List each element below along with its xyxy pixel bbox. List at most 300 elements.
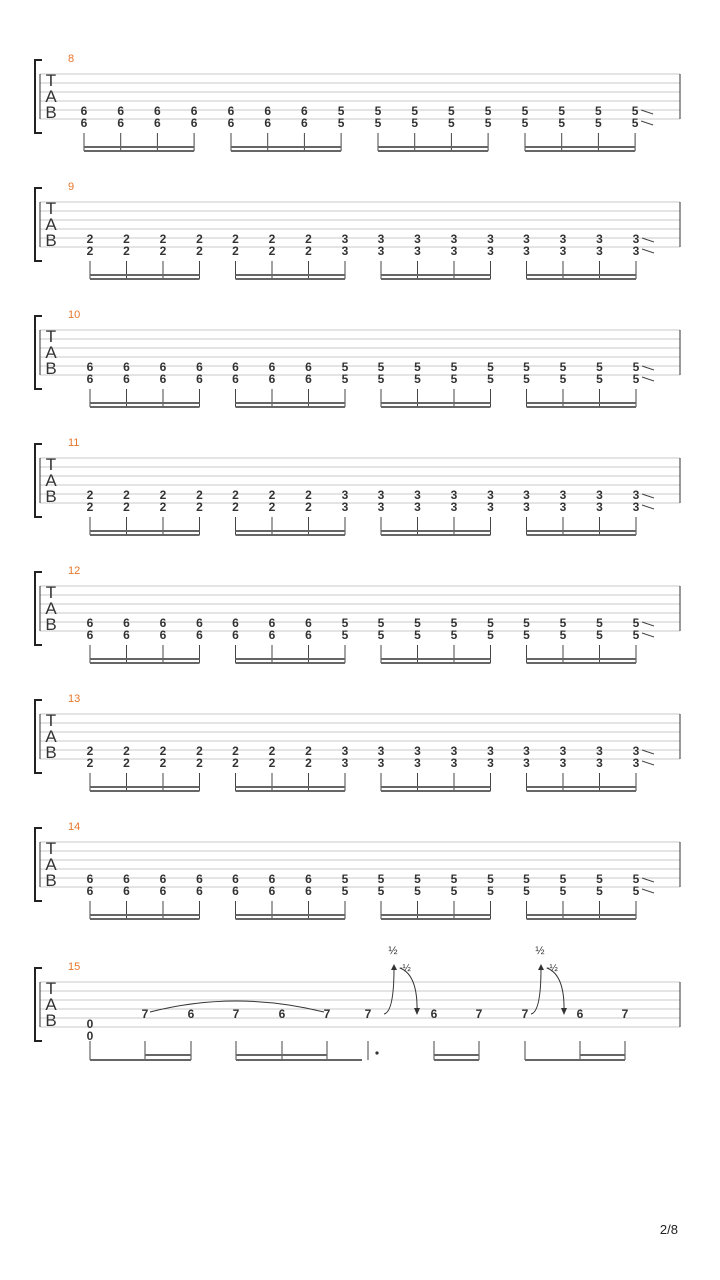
measure-number: 8 bbox=[68, 53, 75, 65]
fret-number: 6 bbox=[268, 372, 276, 386]
slide-mark bbox=[641, 110, 653, 114]
beam bbox=[90, 1059, 191, 1061]
beam bbox=[434, 1054, 479, 1056]
fret-number: 5 bbox=[448, 116, 455, 130]
fret-number: 3 bbox=[414, 744, 421, 758]
fret-number: 2 bbox=[196, 232, 203, 246]
fret-number: 2 bbox=[159, 232, 167, 246]
fret-number: 2 bbox=[86, 744, 94, 758]
fret-number: 6 bbox=[227, 104, 235, 118]
fret-number: 2 bbox=[268, 744, 276, 758]
page-number: 2/8 bbox=[659, 1222, 678, 1237]
beam bbox=[527, 534, 637, 536]
beam bbox=[381, 790, 491, 792]
fret-number: 6 bbox=[86, 884, 94, 898]
tab-clef-letter: B bbox=[45, 615, 57, 634]
fret-number: 5 bbox=[411, 104, 419, 118]
tab-clef-letter: B bbox=[45, 487, 57, 506]
bend-amount: ½ bbox=[388, 945, 398, 957]
fret-number: 3 bbox=[487, 500, 494, 514]
bend-release-curve bbox=[547, 968, 564, 1012]
fret-number: 6 bbox=[159, 372, 167, 386]
beam bbox=[580, 1054, 625, 1056]
fret-number: 5 bbox=[377, 372, 385, 386]
fret-number: 6 bbox=[159, 616, 167, 630]
fret-number: 6 bbox=[264, 116, 272, 130]
fret-number: 5 bbox=[450, 616, 458, 630]
fret-number: 6 bbox=[268, 884, 276, 898]
fret-number: 3 bbox=[596, 244, 603, 258]
fret-number: 6 bbox=[80, 104, 88, 118]
fret-number: 2 bbox=[305, 244, 312, 258]
fret-number: 3 bbox=[487, 244, 494, 258]
fret-number: 6 bbox=[86, 872, 94, 886]
beam bbox=[381, 658, 491, 660]
beam bbox=[90, 658, 200, 660]
fret-number: 5 bbox=[341, 360, 349, 374]
fret-number: 2 bbox=[196, 244, 203, 258]
fret-number: 6 bbox=[264, 104, 272, 118]
fret-number: 3 bbox=[341, 500, 349, 514]
slide-mark bbox=[642, 366, 654, 370]
beam bbox=[527, 402, 637, 404]
beam bbox=[381, 402, 491, 404]
tab-clef-letter: A bbox=[45, 855, 57, 874]
beam bbox=[236, 1054, 327, 1056]
measure-number: 15 bbox=[68, 961, 81, 973]
bend-arrow-up bbox=[391, 964, 397, 970]
fret-number: 2 bbox=[159, 488, 167, 502]
beam bbox=[90, 278, 200, 280]
fret-number: 5 bbox=[377, 872, 385, 886]
slide-mark bbox=[642, 761, 654, 765]
fret-number: 2 bbox=[86, 756, 94, 770]
fret-number: 6 bbox=[190, 104, 198, 118]
fret-number: 5 bbox=[559, 372, 567, 386]
fret-number: 6 bbox=[196, 628, 203, 642]
tab-clef-letter: B bbox=[45, 103, 57, 122]
fret-number: 6 bbox=[159, 360, 167, 374]
fret-number: 3 bbox=[559, 756, 567, 770]
fret-number: 5 bbox=[596, 884, 603, 898]
fret-number: 3 bbox=[559, 500, 567, 514]
fret-number: 3 bbox=[596, 744, 603, 758]
fret-number: 5 bbox=[632, 884, 640, 898]
fret-number: 5 bbox=[341, 372, 349, 386]
beam bbox=[525, 150, 635, 152]
fret-number: 6 bbox=[159, 872, 167, 886]
fret-number: 2 bbox=[232, 244, 239, 258]
system-bracket bbox=[35, 572, 42, 645]
fret-number: 5 bbox=[487, 872, 494, 886]
fret-number: 5 bbox=[450, 884, 458, 898]
fret-number: 5 bbox=[521, 104, 529, 118]
fret-number: 5 bbox=[596, 628, 603, 642]
beam bbox=[527, 530, 637, 532]
tab-clef-letter: A bbox=[45, 343, 57, 362]
measure-number: 11 bbox=[68, 437, 80, 449]
beam bbox=[381, 786, 491, 788]
tab-clef-letter: T bbox=[45, 711, 57, 730]
fret-number: 3 bbox=[487, 232, 494, 246]
fret-number: 5 bbox=[374, 104, 382, 118]
fret-number: 6 bbox=[305, 872, 312, 886]
fret-number: 3 bbox=[523, 500, 530, 514]
fret-number: 0 bbox=[86, 1029, 94, 1043]
fret-number: 6 bbox=[196, 872, 203, 886]
fret-number: 3 bbox=[377, 756, 385, 770]
fret-number: 3 bbox=[341, 488, 349, 502]
beam bbox=[236, 658, 346, 660]
fret-number: 5 bbox=[596, 616, 603, 630]
beam bbox=[145, 1054, 191, 1056]
fret-number: 5 bbox=[558, 104, 566, 118]
fret-number: 5 bbox=[448, 104, 455, 118]
beam bbox=[527, 918, 637, 920]
fret-number: 6 bbox=[305, 360, 312, 374]
beam bbox=[236, 786, 346, 788]
fret-number: 5 bbox=[632, 628, 640, 642]
beam bbox=[90, 406, 200, 408]
fret-number: 6 bbox=[196, 616, 203, 630]
fret-number: 5 bbox=[487, 884, 494, 898]
fret-number: 6 bbox=[123, 628, 130, 642]
measure-number: 9 bbox=[68, 181, 75, 193]
fret-number: 6 bbox=[301, 116, 308, 130]
beam bbox=[236, 1059, 362, 1061]
tab-clef-letter: B bbox=[45, 871, 57, 890]
beam bbox=[236, 274, 346, 276]
fret-number: 3 bbox=[523, 488, 530, 502]
fret-number: 5 bbox=[595, 104, 602, 118]
fret-number: 3 bbox=[632, 488, 640, 502]
beam bbox=[90, 790, 200, 792]
fret-number: 3 bbox=[487, 744, 494, 758]
beam bbox=[381, 278, 491, 280]
beam bbox=[527, 662, 637, 664]
fret-number: 5 bbox=[595, 116, 602, 130]
beam bbox=[231, 146, 341, 148]
fret-number: 2 bbox=[196, 500, 203, 514]
tab-clef-letter: A bbox=[45, 727, 57, 746]
beam bbox=[236, 402, 346, 404]
fret-number: 6 bbox=[187, 1007, 195, 1021]
fret-number: 6 bbox=[80, 116, 88, 130]
fret-number: 3 bbox=[414, 244, 421, 258]
beam bbox=[236, 278, 346, 280]
fret-number: 7 bbox=[364, 1007, 372, 1021]
fret-number: 5 bbox=[414, 360, 421, 374]
measure-number: 13 bbox=[68, 693, 81, 705]
beam bbox=[527, 790, 637, 792]
system-bracket bbox=[35, 444, 42, 517]
beam bbox=[525, 146, 635, 148]
fret-number: 2 bbox=[86, 244, 94, 258]
fret-number: 3 bbox=[450, 488, 458, 502]
fret-number: 2 bbox=[305, 500, 312, 514]
beam bbox=[231, 150, 341, 152]
fret-number: 5 bbox=[596, 360, 603, 374]
fret-number: 2 bbox=[232, 232, 239, 246]
fret-number: 2 bbox=[86, 232, 94, 246]
fret-number: 3 bbox=[523, 244, 530, 258]
fret-number: 5 bbox=[377, 884, 385, 898]
fret-number: 6 bbox=[159, 884, 167, 898]
fret-number: 5 bbox=[377, 616, 385, 630]
fret-number: 5 bbox=[631, 116, 639, 130]
tab-clef-letter: A bbox=[45, 87, 57, 106]
fret-number: 2 bbox=[123, 744, 130, 758]
system-bracket bbox=[35, 828, 42, 901]
measure-number: 10 bbox=[68, 309, 81, 321]
fret-number: 3 bbox=[523, 744, 530, 758]
beam bbox=[527, 278, 637, 280]
fret-number: 5 bbox=[559, 616, 567, 630]
fret-number: 3 bbox=[377, 488, 385, 502]
fret-number: 2 bbox=[305, 488, 312, 502]
fret-number: 2 bbox=[268, 488, 276, 502]
system-bracket bbox=[35, 700, 42, 773]
fret-number: 6 bbox=[232, 616, 239, 630]
fret-number: 6 bbox=[123, 872, 130, 886]
fret-number: 6 bbox=[232, 884, 239, 898]
fret-number: 2 bbox=[196, 488, 203, 502]
slide-mark bbox=[642, 377, 654, 381]
fret-number: 6 bbox=[232, 360, 239, 374]
fret-number: 3 bbox=[450, 744, 458, 758]
bend-release: -½ bbox=[399, 963, 411, 974]
fret-number: 2 bbox=[123, 500, 130, 514]
measure-number: 14 bbox=[68, 821, 81, 833]
fret-number: 7 bbox=[141, 1007, 149, 1021]
beam bbox=[236, 918, 346, 920]
fret-number: 5 bbox=[341, 616, 349, 630]
tab-clef-letter: A bbox=[45, 995, 57, 1014]
fret-number: 6 bbox=[305, 616, 312, 630]
beam bbox=[378, 150, 488, 152]
beam bbox=[527, 786, 637, 788]
fret-number: 6 bbox=[268, 616, 276, 630]
fret-number: 2 bbox=[232, 744, 239, 758]
fret-number: 6 bbox=[227, 116, 235, 130]
fret-number: 3 bbox=[596, 232, 603, 246]
fret-number: 5 bbox=[450, 372, 458, 386]
tab-clef-letter: A bbox=[45, 599, 57, 618]
fret-number: 3 bbox=[632, 744, 640, 758]
bend-amount: ½ bbox=[535, 945, 545, 957]
fret-number: 5 bbox=[632, 360, 640, 374]
rhythm-dot bbox=[375, 1051, 378, 1054]
fret-number: 6 bbox=[86, 616, 94, 630]
fret-number: 5 bbox=[487, 360, 494, 374]
slide-mark bbox=[642, 249, 654, 253]
fret-number: 5 bbox=[523, 616, 530, 630]
fret-number: 3 bbox=[450, 232, 458, 246]
fret-number: 6 bbox=[117, 104, 125, 118]
fret-number: 3 bbox=[523, 232, 530, 246]
fret-number: 5 bbox=[487, 628, 494, 642]
fret-number: 5 bbox=[632, 616, 640, 630]
fret-number: 3 bbox=[377, 232, 385, 246]
tab-clef-letter: T bbox=[45, 71, 57, 90]
fret-number: 5 bbox=[484, 104, 492, 118]
fret-number: 2 bbox=[123, 244, 130, 258]
fret-number: 2 bbox=[268, 500, 276, 514]
slide-mark bbox=[642, 633, 654, 637]
fret-number: 3 bbox=[450, 756, 458, 770]
fret-number: 6 bbox=[117, 116, 125, 130]
beam bbox=[236, 534, 346, 536]
tab-clef-letter: A bbox=[45, 471, 57, 490]
bend-release-curve bbox=[400, 968, 417, 1012]
fret-number: 5 bbox=[632, 372, 640, 386]
fret-number: 5 bbox=[523, 372, 530, 386]
fret-number: 5 bbox=[411, 116, 419, 130]
fret-number: 5 bbox=[523, 872, 530, 886]
fret-number: 2 bbox=[232, 500, 239, 514]
fret-number: 6 bbox=[123, 372, 130, 386]
fret-number: 3 bbox=[341, 232, 349, 246]
fret-number: 2 bbox=[86, 488, 94, 502]
fret-number: 5 bbox=[377, 360, 385, 374]
fret-number: 3 bbox=[632, 500, 640, 514]
fret-number: 6 bbox=[159, 628, 167, 642]
fret-number: 3 bbox=[414, 488, 421, 502]
beam bbox=[236, 914, 346, 916]
beam bbox=[381, 534, 491, 536]
fret-number: 2 bbox=[123, 756, 130, 770]
fret-number: 3 bbox=[377, 744, 385, 758]
fret-number: 6 bbox=[430, 1007, 438, 1021]
slide-mark bbox=[641, 121, 653, 125]
tab-clef-letter: T bbox=[45, 583, 57, 602]
fret-number: 3 bbox=[450, 244, 458, 258]
fret-number: 3 bbox=[596, 488, 603, 502]
fret-number: 5 bbox=[559, 872, 567, 886]
fret-number: 3 bbox=[632, 244, 640, 258]
tab-clef-letter: T bbox=[45, 979, 57, 998]
tab-clef-letter: B bbox=[45, 1011, 57, 1030]
fret-number: 6 bbox=[86, 360, 94, 374]
beam bbox=[527, 274, 637, 276]
fret-number: 2 bbox=[232, 488, 239, 502]
bend-arrow-down bbox=[414, 1008, 420, 1015]
fret-number: 6 bbox=[576, 1007, 584, 1021]
fret-number: 6 bbox=[278, 1007, 286, 1021]
tab-clef-letter: B bbox=[45, 231, 57, 250]
fret-number: 7 bbox=[621, 1007, 629, 1021]
fret-number: 6 bbox=[305, 884, 312, 898]
fret-number: 3 bbox=[632, 232, 640, 246]
fret-number: 7 bbox=[232, 1007, 240, 1021]
fret-number: 3 bbox=[377, 244, 385, 258]
fret-number: 2 bbox=[268, 244, 276, 258]
beam bbox=[381, 406, 491, 408]
beam bbox=[527, 658, 637, 660]
fret-number: 5 bbox=[521, 116, 529, 130]
fret-number: 5 bbox=[484, 116, 492, 130]
beam bbox=[90, 918, 200, 920]
beam bbox=[236, 662, 346, 664]
fret-number: 3 bbox=[559, 232, 567, 246]
fret-number: 3 bbox=[523, 756, 530, 770]
fret-number: 5 bbox=[559, 884, 567, 898]
fret-number: 6 bbox=[305, 372, 312, 386]
beam bbox=[84, 150, 194, 152]
fret-number: 2 bbox=[159, 744, 167, 758]
fret-number: 5 bbox=[487, 616, 494, 630]
tab-clef-letter: T bbox=[45, 839, 57, 858]
fret-number: 5 bbox=[631, 104, 639, 118]
slide-mark bbox=[642, 878, 654, 882]
fret-number: 2 bbox=[159, 244, 167, 258]
fret-number: 7 bbox=[475, 1007, 483, 1021]
fret-number: 5 bbox=[487, 372, 494, 386]
fret-number: 3 bbox=[559, 488, 567, 502]
fret-number: 5 bbox=[596, 372, 603, 386]
fret-number: 3 bbox=[414, 232, 421, 246]
fret-number: 6 bbox=[86, 372, 94, 386]
fret-number: 6 bbox=[232, 872, 239, 886]
beam bbox=[381, 918, 491, 920]
beam bbox=[378, 146, 488, 148]
measure-number: 12 bbox=[68, 565, 81, 577]
fret-number: 5 bbox=[523, 360, 530, 374]
fret-number: 2 bbox=[123, 232, 130, 246]
fret-number: 5 bbox=[596, 872, 603, 886]
fret-number: 6 bbox=[123, 884, 130, 898]
slide-mark bbox=[642, 238, 654, 242]
beam bbox=[84, 146, 194, 148]
slide-mark bbox=[642, 494, 654, 498]
beam bbox=[90, 534, 200, 536]
slide-mark bbox=[642, 622, 654, 626]
tab-clef-letter: B bbox=[45, 359, 57, 378]
tab-clef-letter: A bbox=[45, 215, 57, 234]
fret-number: 5 bbox=[341, 628, 349, 642]
slide-mark bbox=[642, 750, 654, 754]
fret-number: 2 bbox=[159, 756, 167, 770]
fret-number: 5 bbox=[414, 616, 421, 630]
beam bbox=[527, 406, 637, 408]
beam bbox=[527, 914, 637, 916]
fret-number: 5 bbox=[523, 884, 530, 898]
beam bbox=[90, 530, 200, 532]
bend-arrow-up bbox=[538, 964, 544, 970]
fret-number: 5 bbox=[450, 360, 458, 374]
fret-number: 2 bbox=[196, 756, 203, 770]
fret-number: 6 bbox=[305, 628, 312, 642]
fret-number: 3 bbox=[596, 756, 603, 770]
fret-number: 3 bbox=[450, 500, 458, 514]
fret-number: 3 bbox=[632, 756, 640, 770]
fret-number: 3 bbox=[487, 488, 494, 502]
beam bbox=[90, 662, 200, 664]
fret-number: 5 bbox=[632, 872, 640, 886]
fret-number: 5 bbox=[341, 884, 349, 898]
system-bracket bbox=[35, 188, 42, 261]
fret-number: 3 bbox=[341, 244, 349, 258]
beam bbox=[381, 530, 491, 532]
fret-number: 5 bbox=[337, 104, 345, 118]
fret-number: 2 bbox=[305, 232, 312, 246]
fret-number: 2 bbox=[196, 744, 203, 758]
fret-number: 2 bbox=[305, 744, 312, 758]
beam bbox=[381, 274, 491, 276]
beam bbox=[236, 406, 346, 408]
bend-arrow-down bbox=[561, 1008, 567, 1015]
fret-number: 3 bbox=[596, 500, 603, 514]
